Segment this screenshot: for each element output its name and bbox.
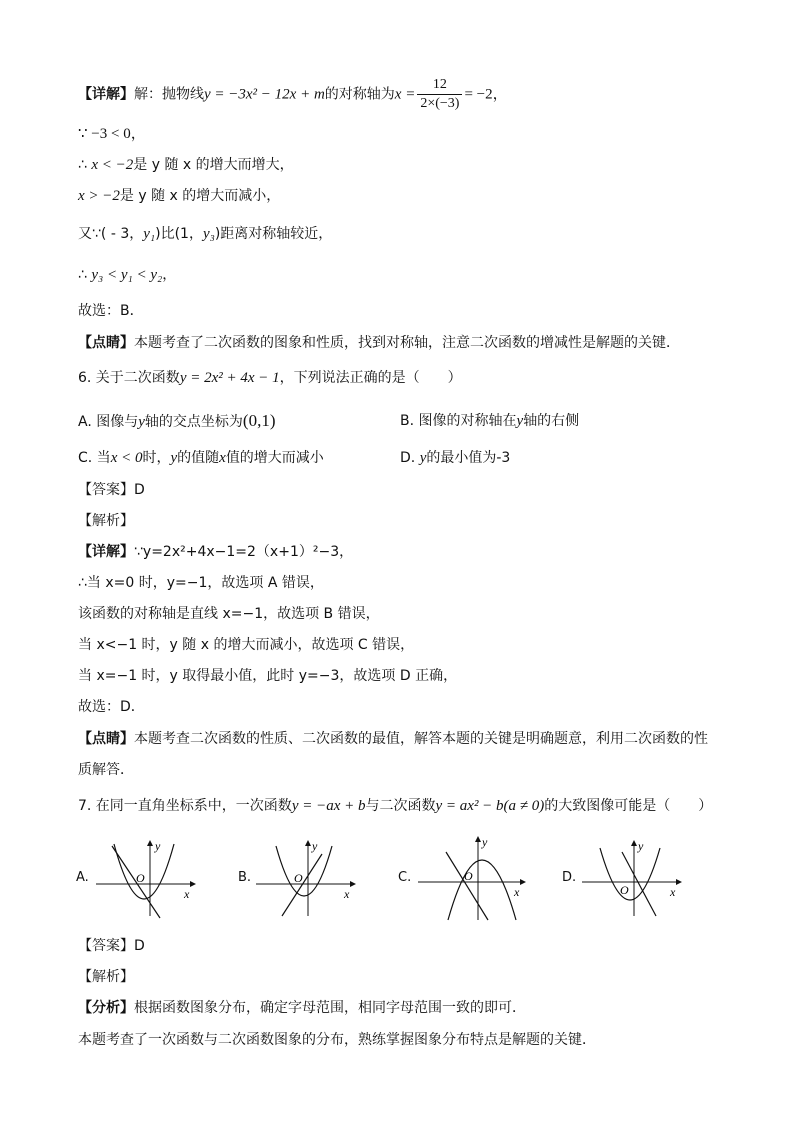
graph-option-b [252, 836, 362, 920]
analysis-tag: 【分析】 [78, 1000, 134, 1016]
q6-option-c [78, 448, 324, 468]
x-label: x [184, 887, 190, 901]
remark-tag: 【点睛】 [78, 335, 134, 351]
detail-6-line-4: 当 x<−1 时，y 随 x 的增大而减小，故选项 C 错误， [78, 637, 415, 653]
text: 的值随 [177, 450, 220, 466]
analysis-7-line-2: 本题考查了一次函数与二次函数图象的分布，熟练掌握图象分布特点是解题的关键． [78, 1032, 596, 1048]
y-label: y [312, 839, 318, 853]
origin-label: O [294, 871, 303, 885]
detail-line-4 [78, 186, 280, 206]
y-axis-arrow [305, 840, 311, 846]
parabola-equation: y = −3x² − 12x + m [204, 86, 325, 103]
detail-line-1 [78, 76, 508, 113]
line [282, 854, 322, 916]
text: A. 图像与 [78, 414, 139, 430]
text: 7. 在同一直角坐标系中，一次函数 [78, 798, 292, 814]
graph-option-d-label: D. [562, 870, 577, 885]
origin-label: O [620, 883, 629, 897]
text: D. [400, 450, 420, 466]
detail-line-6 [78, 265, 176, 285]
text: 轴的交点坐标为 [144, 414, 243, 430]
math: y [419, 450, 427, 466]
x-label: x [344, 887, 350, 901]
fraction-denominator: 2×(−3) [420, 96, 460, 111]
y-label: y [638, 839, 644, 853]
text: 时， [142, 450, 171, 466]
y-axis-arrow [475, 836, 481, 842]
remark-line [78, 333, 680, 353]
math: y₁ [143, 226, 156, 242]
graph-option-a [92, 836, 202, 920]
axis-fraction [417, 76, 462, 113]
question-6 [78, 368, 462, 388]
graph-option-a-label: A. [76, 870, 89, 885]
text: 本题考查二次函数的性质、二次函数的最值，解答本题的关键是明确题意，利用二次函数的性 [134, 731, 708, 747]
remark-6-line-1 [78, 729, 708, 749]
text: 值的增大而减小 [225, 450, 324, 466]
y-label: y [155, 839, 161, 853]
math: x < −2 [91, 157, 134, 173]
q6-option-a [78, 411, 275, 432]
text: ∵y=2x²+4x−1=2（x+1）²−3， [134, 544, 354, 560]
parabola [600, 848, 660, 900]
answer-6: 【答案】D [78, 482, 145, 498]
q6-option-b [400, 411, 579, 431]
q6-option-d [400, 448, 510, 468]
detail-6-line-3: 该函数的对称轴是直线 x=−1，故选项 B 错误， [78, 606, 380, 622]
graph-option-d [578, 836, 688, 920]
x-axis-arrow [676, 879, 682, 885]
text: ， [162, 267, 177, 283]
y-axis-arrow [147, 840, 153, 846]
origin-label: O [464, 869, 473, 883]
math: x < 0 [110, 450, 143, 466]
answer-7: 【答案】D [78, 938, 145, 954]
text: 6. 关于二次函数 [78, 370, 180, 386]
text: ∴ [78, 267, 92, 283]
origin-label: O [136, 871, 145, 885]
detail-line-2: ∵ −3 < 0， [78, 126, 146, 142]
x-label: x [670, 885, 676, 899]
math: (0,1) [242, 411, 276, 430]
detail-6-line-6: 故选：D． [78, 699, 145, 715]
text: 的大致图像可能是（ ） [544, 798, 713, 814]
analysis-7-line-1 [78, 998, 526, 1018]
detail-tag: 【详解】 [78, 544, 134, 560]
detail-6-line-1 [78, 542, 353, 562]
text: 根据函数图象分布，确定字母范围，相同字母范围一致的即可． [134, 1000, 526, 1016]
graph-option-c-label: C. [398, 870, 412, 885]
text: 轴的右侧 [523, 413, 580, 429]
math: y = −ax + b [291, 798, 366, 814]
text: 与二次函数 [365, 798, 436, 814]
question-7 [78, 796, 712, 816]
detail-line-7: 故选：B． [78, 303, 144, 319]
math: y = ax² − b(a ≠ 0) [435, 798, 545, 814]
text: ，下列说法正确的是（ ） [279, 370, 462, 386]
math: y = 2x² + 4x − 1 [179, 370, 280, 386]
math: x > −2 [78, 188, 120, 204]
text: 是 y 随 x 的增大而增大， [133, 157, 294, 173]
x-axis-arrow [520, 879, 526, 885]
detail-6-line-5: 当 x=−1 时，y 取得最小值，此时 y=−3，故选项 D 正确， [78, 668, 458, 684]
axis-result: = −2， [464, 86, 508, 103]
text: 本题考查了二次函数的图象和性质，找到对称轴，注意二次函数的增减性是解题的关键． [134, 335, 680, 351]
x-axis-arrow [190, 881, 196, 887]
text: )比(1， [155, 226, 203, 242]
math: y₃ [202, 226, 215, 242]
y-label: y [482, 835, 488, 849]
detail-line-3 [78, 155, 294, 175]
math: y₃ < y₁ < y₂ [91, 267, 163, 283]
x-axis-arrow [350, 881, 356, 887]
graph-option-b-label: B. [238, 870, 252, 885]
detail-6-line-2: ∴当 x=0 时，y=−1，故选项 A 错误， [78, 575, 324, 591]
analysis-7: 【解析】 [78, 969, 134, 985]
analysis-6: 【解析】 [78, 513, 134, 529]
fraction-numerator: 12 [417, 76, 462, 95]
y-axis-arrow [631, 840, 637, 846]
text: 是 y 随 x 的增大而减小， [119, 188, 281, 204]
text: 又∵( - 3， [78, 226, 144, 242]
math: x [219, 450, 226, 466]
detail-tag: 【详解】 [78, 86, 134, 103]
math: y [516, 413, 524, 429]
parabola [276, 846, 332, 896]
remark-tag: 【点睛】 [78, 731, 134, 747]
text: 的对称轴为 [324, 86, 395, 103]
detail-line-5 [78, 224, 332, 244]
x-equals: x = [394, 86, 416, 103]
text: )距离对称轴较近， [214, 226, 333, 242]
math: y [170, 450, 178, 466]
remark-6-line-2: 质解答． [78, 762, 134, 778]
graph-option-c [414, 830, 534, 922]
x-label: x [514, 885, 520, 899]
line [446, 852, 488, 920]
text: ∴ [78, 157, 92, 173]
text: 的最小值为-3 [426, 450, 511, 466]
text: 解：抛物线 [134, 86, 204, 103]
text: C. 当 [78, 450, 111, 466]
text: B. 图像的对称轴在 [400, 413, 517, 429]
math: y [138, 414, 145, 430]
